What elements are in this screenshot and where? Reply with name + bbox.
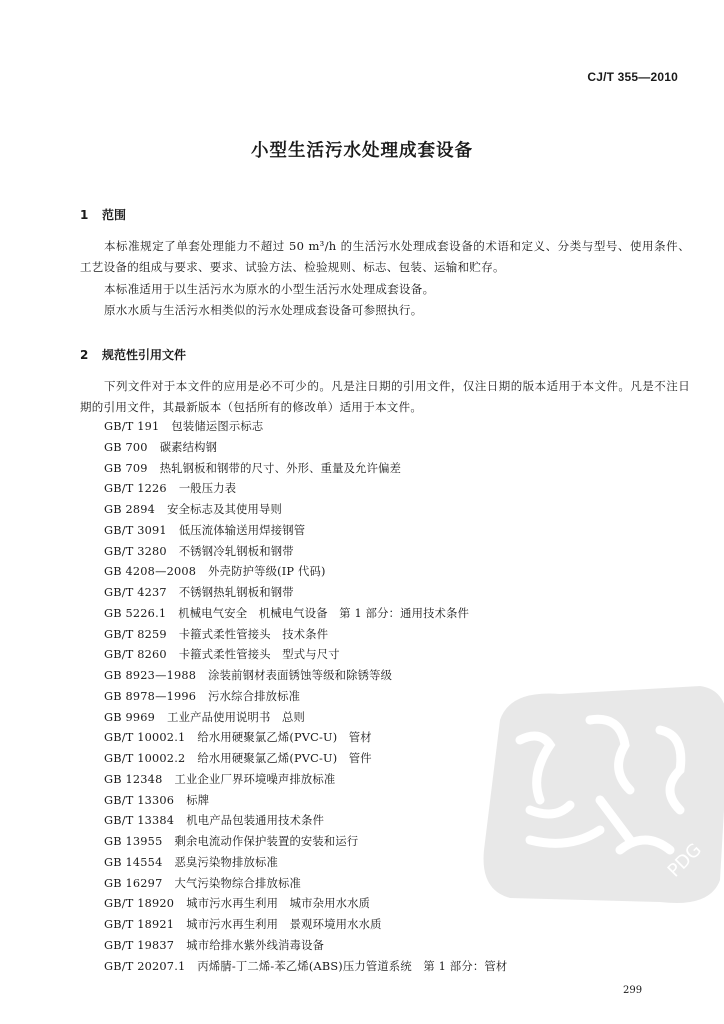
reference-code: GB 13955 <box>104 835 163 848</box>
section-2-paragraph-1: 下列文件对于本文件的应用是必不可少的。凡是注日期的引用文件，仅注日期的版本适用于本文件。凡是不注日期的引用文件，其最新版本（包括所有的修改单）适用于本文件。 <box>80 379 690 414</box>
reference-title: 一般压力表 <box>178 482 237 496</box>
reference-code: GB 5226.1 <box>104 606 167 620</box>
reference-code: GB 4208—2008 <box>104 565 197 579</box>
reference-item <box>104 542 507 563</box>
reference-title: 给水用硬聚氯乙烯(PVC-U) 管件 <box>197 752 372 765</box>
reference-title: 污水综合排放标准 <box>208 689 301 703</box>
reference-item <box>104 791 507 812</box>
reference-code: GB 2894 <box>104 503 156 516</box>
reference-title: 丙烯腈-丁二烯-苯乙烯(ABS)压力管道系统 第 1 部分：管材 <box>197 959 508 973</box>
reference-item <box>104 666 507 687</box>
reference-title: 机电产品包装通用技术条件 <box>186 814 325 828</box>
reference-title: 工业企业厂界环境噪声排放标准 <box>174 772 336 786</box>
reference-code: GB/T 4237 <box>104 586 167 599</box>
reference-item <box>104 915 507 936</box>
reference-item <box>104 438 507 459</box>
section-title: 规范性引用文件 <box>102 348 187 362</box>
section-1-paragraph-2: 本标准适用于以生活污水为原水的小型生活污水处理成套设备。 <box>104 282 435 296</box>
reference-code: GB/T 10002.2 <box>104 752 186 765</box>
reference-code: GB 8978—1996 <box>104 689 197 703</box>
reference-item <box>104 957 507 978</box>
reference-title: 外壳防护等级(IP 代码) <box>208 565 326 579</box>
reference-item <box>104 417 507 438</box>
reference-code: GB/T 8259 <box>104 627 167 641</box>
reference-item <box>104 645 507 666</box>
reference-title: 城市污水再生利用 景观环境用水水质 <box>186 918 382 931</box>
reference-code: GB/T 13384 <box>104 814 175 828</box>
reference-item <box>104 562 507 583</box>
reference-code: GB/T 18920 <box>104 897 175 911</box>
reference-title: 低压流体输送用焊接钢管 <box>178 523 306 537</box>
reference-code: GB 14554 <box>104 855 163 869</box>
section-1-paragraph-1: 本标准规定了单套处理能力不超过 50 m³/h 的生活污水处理成套设备的术语和定义、分类与型号、使用条件、工艺设备的组成与要求、要求、试验方法、检验规则、标志、包装、运输和贮存。 <box>80 239 690 274</box>
section-title: 范围 <box>102 208 127 222</box>
reference-item <box>104 687 507 708</box>
reference-code: GB/T 18921 <box>104 918 175 931</box>
reference-title: 热轧钢板和钢带的尺寸、外形、重量及允许偏差 <box>159 461 402 475</box>
reference-code: GB 8923—1988 <box>104 669 197 682</box>
reference-title: 安全标志及其使用导则 <box>167 503 283 516</box>
reference-code: GB/T 19837 <box>104 938 175 952</box>
reference-item <box>104 770 507 791</box>
reference-code: GB 12348 <box>104 772 163 786</box>
reference-code: GB 9969 <box>104 710 156 724</box>
reference-code: GB/T 3280 <box>104 544 167 558</box>
reference-item <box>104 894 507 915</box>
reference-title: 碳素结构钢 <box>159 440 218 454</box>
reference-code: GB/T 1226 <box>104 482 167 496</box>
reference-title: 不锈钢冷轧钢板和钢带 <box>178 544 294 558</box>
reference-item <box>104 874 507 895</box>
reference-item <box>104 708 507 729</box>
reference-item <box>104 832 507 853</box>
reference-title: 工业产品使用说明书 总则 <box>167 710 306 724</box>
reference-item <box>104 479 507 500</box>
section-number: 2 <box>80 348 89 362</box>
reference-item <box>104 521 507 542</box>
reference-code: GB/T 8260 <box>104 648 167 662</box>
reference-item <box>104 625 507 646</box>
reference-title: 给水用硬聚氯乙烯(PVC-U) 管材 <box>197 731 372 745</box>
section-2-heading <box>80 346 186 363</box>
seal-stamp-icon <box>470 680 724 910</box>
reference-code: GB/T 191 <box>104 420 160 433</box>
reference-item <box>104 728 507 749</box>
watermark-text: PDG <box>663 839 706 882</box>
reference-item <box>104 936 507 957</box>
section-1-heading <box>80 206 126 223</box>
reference-title: 不锈钢热轧钢板和钢带 <box>178 586 294 599</box>
reference-code: GB 709 <box>104 461 148 475</box>
page-number: 299 <box>623 985 643 996</box>
reference-code: GB/T 20207.1 <box>104 959 186 973</box>
reference-code: GB/T 13306 <box>104 793 175 807</box>
reference-code: GB/T 3091 <box>104 523 167 537</box>
reference-title: 包装储运图示标志 <box>171 420 264 433</box>
reference-title: 机械电气安全 机械电气设备 第 1 部分：通用技术条件 <box>178 606 470 620</box>
reference-title: 大气污染物综合排放标准 <box>174 876 301 890</box>
reference-title: 标牌 <box>186 793 210 807</box>
reference-title: 剩余电流动作保护装置的安装和运行 <box>174 835 359 848</box>
reference-code: GB/T 10002.1 <box>104 731 186 745</box>
reference-code: GB 16297 <box>104 876 163 890</box>
reference-item <box>104 583 507 604</box>
reference-code: GB 700 <box>104 440 148 454</box>
reference-item <box>104 853 507 874</box>
reference-item <box>104 459 507 480</box>
section-1-paragraph-3: 原水水质与生活污水相类似的污水处理成套设备可参照执行。 <box>104 303 423 317</box>
reference-item <box>104 749 507 770</box>
reference-item <box>104 811 507 832</box>
standard-code: CJ/T 355—2010 <box>587 70 678 84</box>
reference-item <box>104 604 507 625</box>
reference-title: 城市给排水紫外线消毒设备 <box>186 938 325 952</box>
reference-title: 卡箍式柔性管接头 型式与尺寸 <box>178 648 340 662</box>
reference-item <box>104 500 507 521</box>
reference-title: 卡箍式柔性管接头 技术条件 <box>178 627 329 641</box>
document-title: 小型生活污水处理成套设备 <box>251 141 473 161</box>
reference-title: 涂装前钢材表面锈蚀等级和除锈等级 <box>208 669 393 682</box>
reference-title: 城市污水再生利用 城市杂用水水质 <box>186 897 371 911</box>
reference-title: 恶臭污染物排放标准 <box>174 855 278 869</box>
section-number: 1 <box>80 208 89 222</box>
normative-reference-list <box>104 417 507 977</box>
